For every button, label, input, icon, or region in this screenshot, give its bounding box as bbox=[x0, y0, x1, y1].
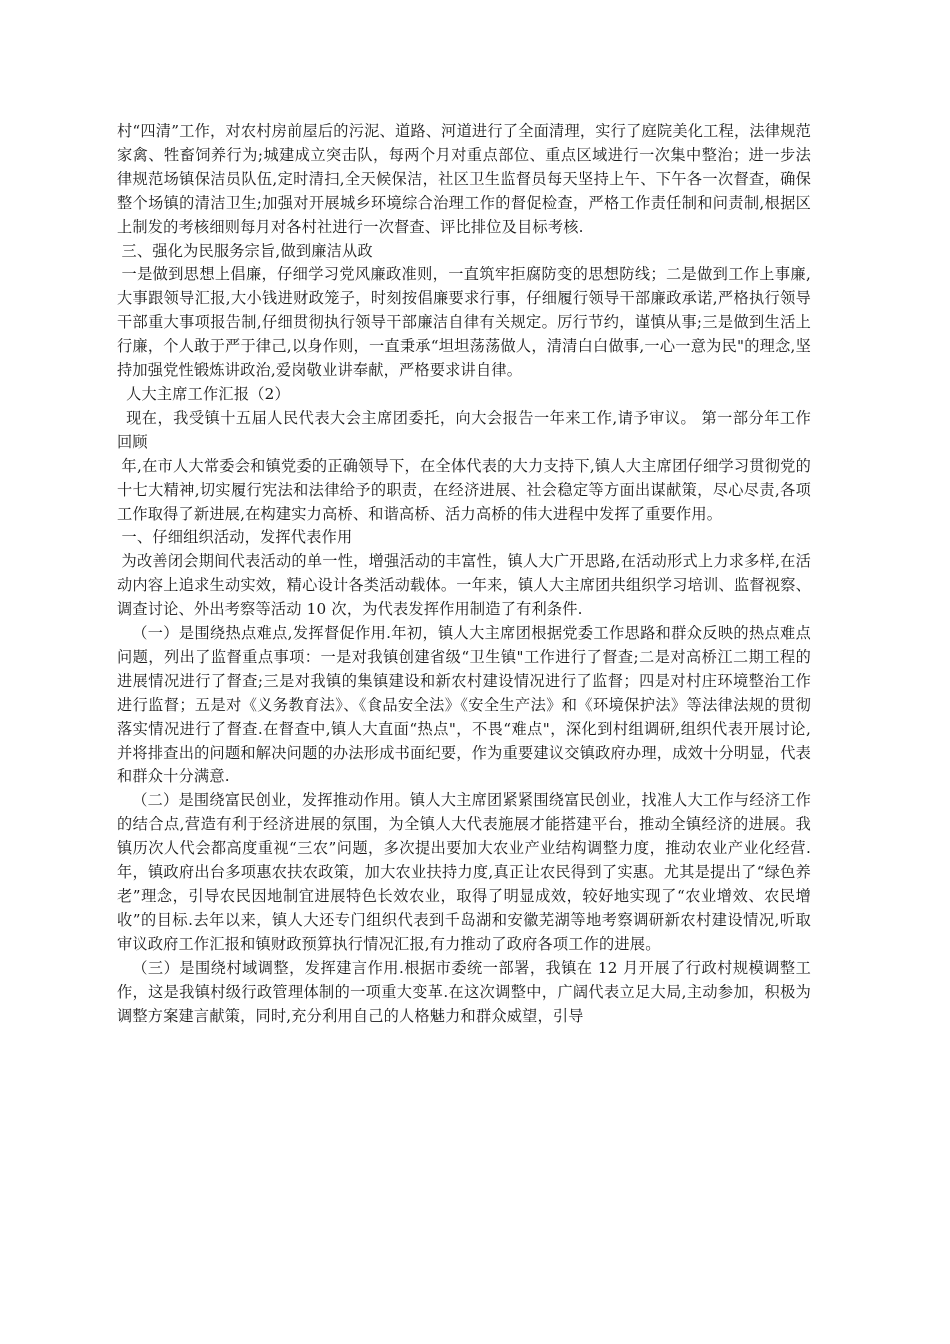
section-heading-integrity: 三、强化为民服务宗旨,做到廉洁从政 bbox=[121, 241, 373, 260]
report-title: 人大主席工作汇报（2） bbox=[126, 384, 290, 403]
paragraph-hotspot-supervision: （一）是围绕热点难点,发挥督促作用.年初，镇人大主席团根据党委工作思路和群众反映的热点难点问题，列出了监督重点事项：一是对我镇创建省级“卫生镇"工作进行了督查;二是对高桥江二期工程的进展情况进行了督查;三是对我镇的集镇建设和新农村建设情况进行了监督；四是对村庄环境整治工作进行监督；五是对《义务教育法》、《食品安全法》《安全生产法》和《环境保护法》等法律法规的贯彻落实情况进行了督查.在督查中,镇人大直面“热点"，不畏“难点"，深化到村组调研,组织代表开展讨论,并将排查出的问题和解决问题的办法形成书面纪要，作为重要建议交镇政府办理，成效十分明显，代表和群众十分满意. bbox=[117, 624, 811, 786]
section-heading-activities: 一、仔细组织活动，发挥代表作用 bbox=[121, 528, 353, 547]
paragraph-report-intro: 现在，我受镇十五届人民代表大会主席团委托，向大会报告一年来工作,请予审议。 第一部分年工作回顾 bbox=[117, 408, 811, 451]
paragraph-prosperity: （二）是围绕富民创业，发挥推动作用。镇人大主席团紧紧围绕富民创业，找准人大工作与经济工作的结合点,营造有利于经济进展的氛围，为全镇人大代表施展才能搭建平台，推动全镇经济的进展。我镇历次人代会都高度重视“三农”问题，多次提出要加大农业产业结构调整力度，推动农业产业化经营.年，镇政府出台多项惠农扶农政策，加大农业扶持力度,真正让农民得到了实惠。尤其是提出了“绿色养老”理念，引导农民因地制宜进展特色长效农业，取得了明显成效，较好地实现了“农业增效、农民增收”的目标.去年以来，镇人大还专门组织代表到千岛湖和安徽芜湖等地考察调研新农村建设情况,听取审议政府工作汇报和镇财政预算执行情况汇报,有力推动了政府各项工作的进展。 bbox=[117, 791, 811, 953]
document-body bbox=[117, 120, 811, 1028]
paragraph-integrity: 一是做到思想上倡廉，仔细学习党风廉政准则，一直筑牢拒腐防变的思想防线；二是做到工作上事廉,大事跟领导汇报,大小钱进财政笼子，时刻按倡廉要求行事，仔细履行领导干部廉政承诺,严格执行领导干部重大事项报告制,仔细贯彻执行领导干部廉洁自律有关规定。厉行节约，谨慎从事;三是做到生活上行廉，个人敢于严于律己,以身作则，一直秉承“坦坦荡荡做人，清清白白做事,一心一意为民"的理念,坚持加强党性锻炼讲政治,爱岗敬业讲奉献，严格要求讲自律。 bbox=[117, 265, 811, 380]
paragraph-activities: 为改善闭会期间代表活动的单一性，增强活动的丰富性，镇人大广开思路,在活动形式上力求多样,在活动内容上追求生动实效，精心设计各类活动载体。一年来，镇人大主席团共组织学习培训、监督视察、调查讨论、外出考察等活动 10 次，为代表发挥作用制造了有利条件. bbox=[117, 552, 811, 619]
paragraph-village-adjustment: （三）是围绕村域调整，发挥建言作用.根据市委统一部署，我镇在 12 月开展了行政村规模调整工作，这是我镇村级行政管理体制的一项重大变革.在这次调整中，广阔代表立足大局,主动参加，积极为调整方案建言献策，同时,充分利用自己的人格魅力和群众威望，引导 bbox=[117, 958, 811, 1025]
paragraph-sanitation-work: 村“四清”工作，对农村房前屋后的污泥、道路、河道进行了全面清理，实行了庭院美化工程，法律规范家禽、牲畜饲养行为;城建成立突击队，每两个月对重点部位、重点区域进行一次集中整治；进一步法律规范场镇保洁员队伍,定时清扫,全天候保洁，社区卫生监督员每天坚持上午、下午各一次督查，确保整个场镇的清洁卫生;加强对开展城乡环境综合治理工作的督促检查，严格工作责任制和问责制,根据区上制发的考核细则每月对各村社进行一次督查、评比排位及目标考核. bbox=[117, 122, 811, 236]
paragraph-year-review: 年,在市人大常委会和镇党委的正确领导下，在全体代表的大力支持下,镇人大主席团仔细学习贯彻党的十七大精神,切实履行宪法和法律给予的职责，在经济进展、社会稳定等方面出谋献策，尽心尽责,各项工作取得了新进展,在构建实力高桥、和谐高桥、活力高桥的伟大进程中发挥了重要作用。 bbox=[117, 456, 811, 523]
